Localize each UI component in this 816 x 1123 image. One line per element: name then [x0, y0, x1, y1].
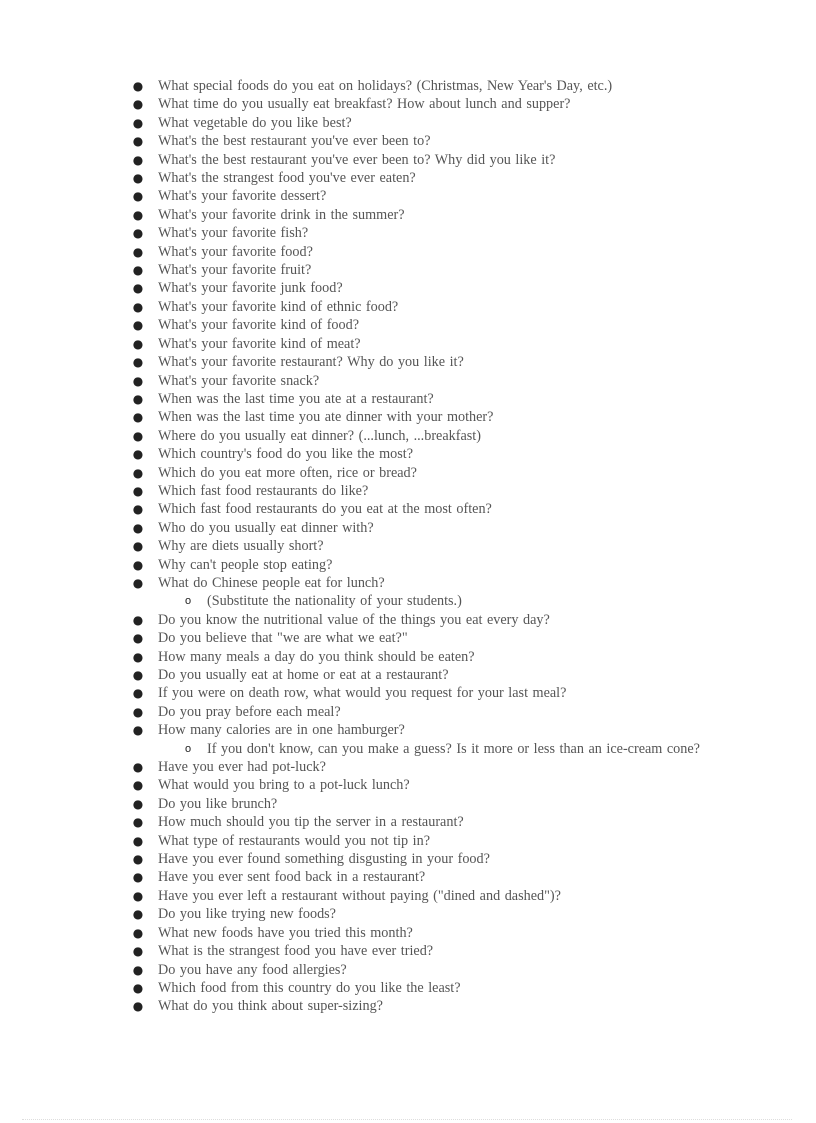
bullet-icon: ●: [132, 668, 144, 682]
list-item: [0, 868, 816, 886]
question-text: Do you believe that "we are what we eat?": [158, 630, 408, 647]
question-text: What's your favorite fish?: [158, 225, 309, 242]
bullet-icon: ●: [132, 465, 144, 480]
question-text: What do you think about super-sizing?: [158, 998, 383, 1015]
sub-question-text: (Substitute the nationality of your students.): [207, 593, 462, 610]
bullet-icon: ●: [132, 134, 144, 149]
bullet-icon: ●: [132, 373, 144, 388]
question-text: Do you like brunch?: [158, 795, 278, 812]
list-item: [0, 942, 816, 960]
bullet-icon: ●: [132, 631, 144, 646]
question-text: What's your favorite junk food?: [158, 280, 343, 297]
question-text: Have you ever had pot-luck?: [158, 759, 326, 776]
question-text: What's your favorite kind of food?: [158, 317, 359, 334]
list-item: [0, 905, 816, 923]
bullet-icon: ●: [132, 704, 144, 719]
bullet-icon: ●: [132, 391, 144, 406]
circle-bullet-icon: o: [184, 742, 192, 755]
circle-bullet-icon: o: [184, 595, 192, 608]
bullet-icon: ●: [132, 97, 144, 112]
list-item: [0, 482, 816, 500]
list-item: [0, 464, 816, 482]
list-item: [0, 648, 816, 666]
question-text: Have you ever found something disgusting in your food?: [158, 851, 490, 868]
list-item: [0, 556, 816, 574]
question-text: What's the best restaurant you've ever been to?: [158, 133, 431, 150]
list-item: [0, 703, 816, 721]
list-item: [0, 224, 816, 242]
bullet-icon: ●: [132, 244, 144, 259]
list-item: [0, 261, 816, 279]
bullet-icon: ●: [132, 79, 144, 93]
question-text: What's your favorite fruit?: [158, 262, 312, 279]
list-item: [0, 519, 816, 537]
list-item: [0, 445, 816, 463]
bullet-icon: ●: [132, 428, 144, 443]
list-item: [0, 850, 816, 868]
bullet-icon: ●: [132, 925, 144, 940]
question-text: What's your favorite drink in the summer?: [158, 206, 405, 223]
question-text: Do you have any food allergies?: [158, 961, 347, 978]
question-text: When was the last time you ate dinner with your mother?: [158, 409, 494, 426]
list-item: [0, 537, 816, 555]
question-text: What new foods have you tried this month?: [158, 924, 413, 941]
list-item: [0, 95, 816, 113]
question-text: What do Chinese people eat for lunch?: [158, 574, 385, 591]
question-text: How many meals a day do you think should be eaten?: [158, 648, 475, 665]
list-item: [0, 997, 816, 1015]
question-text: Have you ever sent food back in a restaurant?: [158, 869, 426, 886]
list-item: [0, 813, 816, 831]
bullet-icon: ●: [132, 686, 144, 701]
question-text: When was the last time you ate at a restaurant?: [158, 390, 434, 407]
bullet-icon: ●: [132, 539, 144, 554]
list-item: [0, 408, 816, 426]
list-item: [0, 574, 816, 592]
question-text: Do you know the nutritional value of the things you eat every day?: [158, 611, 550, 628]
bullet-icon: ●: [132, 207, 144, 222]
list-item: [0, 758, 816, 776]
question-text: What's your favorite dessert?: [158, 188, 327, 205]
list-item: [0, 611, 816, 629]
question-text: How much should you tip the server in a restaurant?: [158, 814, 464, 831]
page-bottom-divider: [22, 1119, 792, 1120]
question-text: What would you bring to a pot-luck lunch?: [158, 777, 410, 794]
bullet-icon: ●: [132, 888, 144, 903]
bullet-icon: ●: [132, 723, 144, 738]
list-item: [0, 666, 816, 684]
sub-question-text: If you don't know, can you make a guess? Is it more or less than an ice-cream cone?: [207, 740, 700, 757]
bullet-icon: ●: [132, 815, 144, 830]
question-text: What's your favorite snack?: [158, 372, 320, 389]
list-item: [0, 169, 816, 187]
question-text: Do you pray before each meal?: [158, 703, 341, 720]
list-item: [0, 924, 816, 942]
bullet-icon: ●: [132, 318, 144, 333]
list-item: [0, 279, 816, 297]
question-text: What time do you usually eat breakfast? How about lunch and supper?: [158, 96, 571, 113]
question-text: Do you usually eat at home or eat at a restaurant?: [158, 667, 449, 683]
bullet-icon: ●: [132, 944, 144, 959]
bullet-icon: ●: [132, 115, 144, 130]
list-item: [0, 335, 816, 353]
question-text: How many calories are in one hamburger?: [158, 722, 405, 739]
question-text: What vegetable do you like best?: [158, 114, 352, 131]
question-text: What special foods do you eat on holidays? (Christmas, New Year's Day, etc.): [158, 78, 613, 94]
bullet-icon: ●: [132, 520, 144, 535]
bullet-icon: ●: [132, 281, 144, 296]
question-text: Which fast food restaurants do like?: [158, 482, 369, 499]
question-text: Why can't people stop eating?: [158, 556, 333, 573]
list-item: [0, 887, 816, 905]
bullet-icon: ●: [132, 299, 144, 314]
bullet-icon: ●: [132, 557, 144, 572]
question-text: What type of restaurants would you not tip in?: [158, 832, 430, 849]
list-item: [0, 500, 816, 518]
bullet-icon: ●: [132, 336, 144, 351]
question-text: Who do you usually eat dinner with?: [158, 519, 374, 536]
question-text: What's your favorite kind of meat?: [158, 335, 361, 352]
list-item: [0, 243, 816, 261]
list-item: [0, 114, 816, 132]
question-text: Which fast food restaurants do you eat at the most often?: [158, 501, 492, 518]
question-text: Why are diets usually short?: [158, 538, 324, 555]
bullet-icon: ●: [132, 870, 144, 885]
list-item: [0, 795, 816, 813]
question-text: What's the strangest food you've ever eaten?: [158, 170, 416, 187]
question-list: [0, 77, 816, 1016]
bullet-icon: ●: [132, 778, 144, 793]
question-text: Which country's food do you like the most?: [158, 446, 414, 463]
question-text: Where do you usually eat dinner? (...lunch, ...breakfast): [158, 427, 481, 444]
bullet-icon: ●: [132, 355, 144, 370]
bullet-icon: ●: [132, 612, 144, 627]
question-text: What's the best restaurant you've ever been to? Why did you like it?: [158, 151, 556, 168]
sub-list-item: [0, 740, 816, 758]
question-text: Which do you eat more often, rice or bread?: [158, 464, 417, 481]
bullet-icon: ●: [132, 980, 144, 995]
sub-list-item: [0, 592, 816, 610]
bullet-icon: ●: [132, 189, 144, 204]
bullet-icon: ●: [132, 833, 144, 848]
question-text: What's your favorite food?: [158, 243, 313, 260]
bullet-icon: ●: [132, 649, 144, 664]
bullet-icon: ●: [132, 575, 144, 590]
list-item: [0, 979, 816, 997]
question-text: What's your favorite kind of ethnic food?: [158, 298, 399, 315]
bullet-icon: ●: [132, 760, 144, 775]
list-item: [0, 390, 816, 408]
list-item: [0, 132, 816, 150]
bullet-icon: ●: [132, 502, 144, 517]
list-item: [0, 151, 816, 169]
bullet-icon: ●: [132, 410, 144, 425]
bullet-icon: ●: [132, 796, 144, 811]
question-text: What is the strangest food you have ever tried?: [158, 943, 434, 960]
list-item: [0, 684, 816, 702]
bullet-icon: ●: [132, 999, 144, 1014]
list-item: [0, 187, 816, 205]
bullet-icon: ●: [132, 962, 144, 977]
question-text: Have you ever left a restaurant without paying ("dined and dashed")?: [158, 887, 561, 904]
list-item: [0, 77, 816, 95]
list-item: [0, 206, 816, 224]
bullet-icon: ●: [132, 226, 144, 241]
list-item: [0, 427, 816, 445]
list-item: [0, 316, 816, 334]
list-item: [0, 832, 816, 850]
list-item: [0, 298, 816, 316]
question-text: If you were on death row, what would you request for your last meal?: [158, 685, 567, 702]
question-text: Which food from this country do you like the least?: [158, 979, 461, 996]
list-item: [0, 721, 816, 739]
bullet-icon: ●: [132, 171, 144, 186]
bullet-icon: ●: [132, 907, 144, 922]
list-item: [0, 353, 816, 371]
bullet-icon: ●: [132, 263, 144, 278]
bullet-icon: ●: [132, 852, 144, 867]
list-item: [0, 961, 816, 979]
bullet-icon: ●: [132, 447, 144, 462]
question-text: What's your favorite restaurant? Why do you like it?: [158, 354, 464, 371]
question-text: Do you like trying new foods?: [158, 906, 336, 923]
list-item: [0, 372, 816, 390]
list-item: [0, 629, 816, 647]
bullet-icon: ●: [132, 152, 144, 167]
list-item: [0, 776, 816, 794]
bullet-icon: ●: [132, 483, 144, 498]
